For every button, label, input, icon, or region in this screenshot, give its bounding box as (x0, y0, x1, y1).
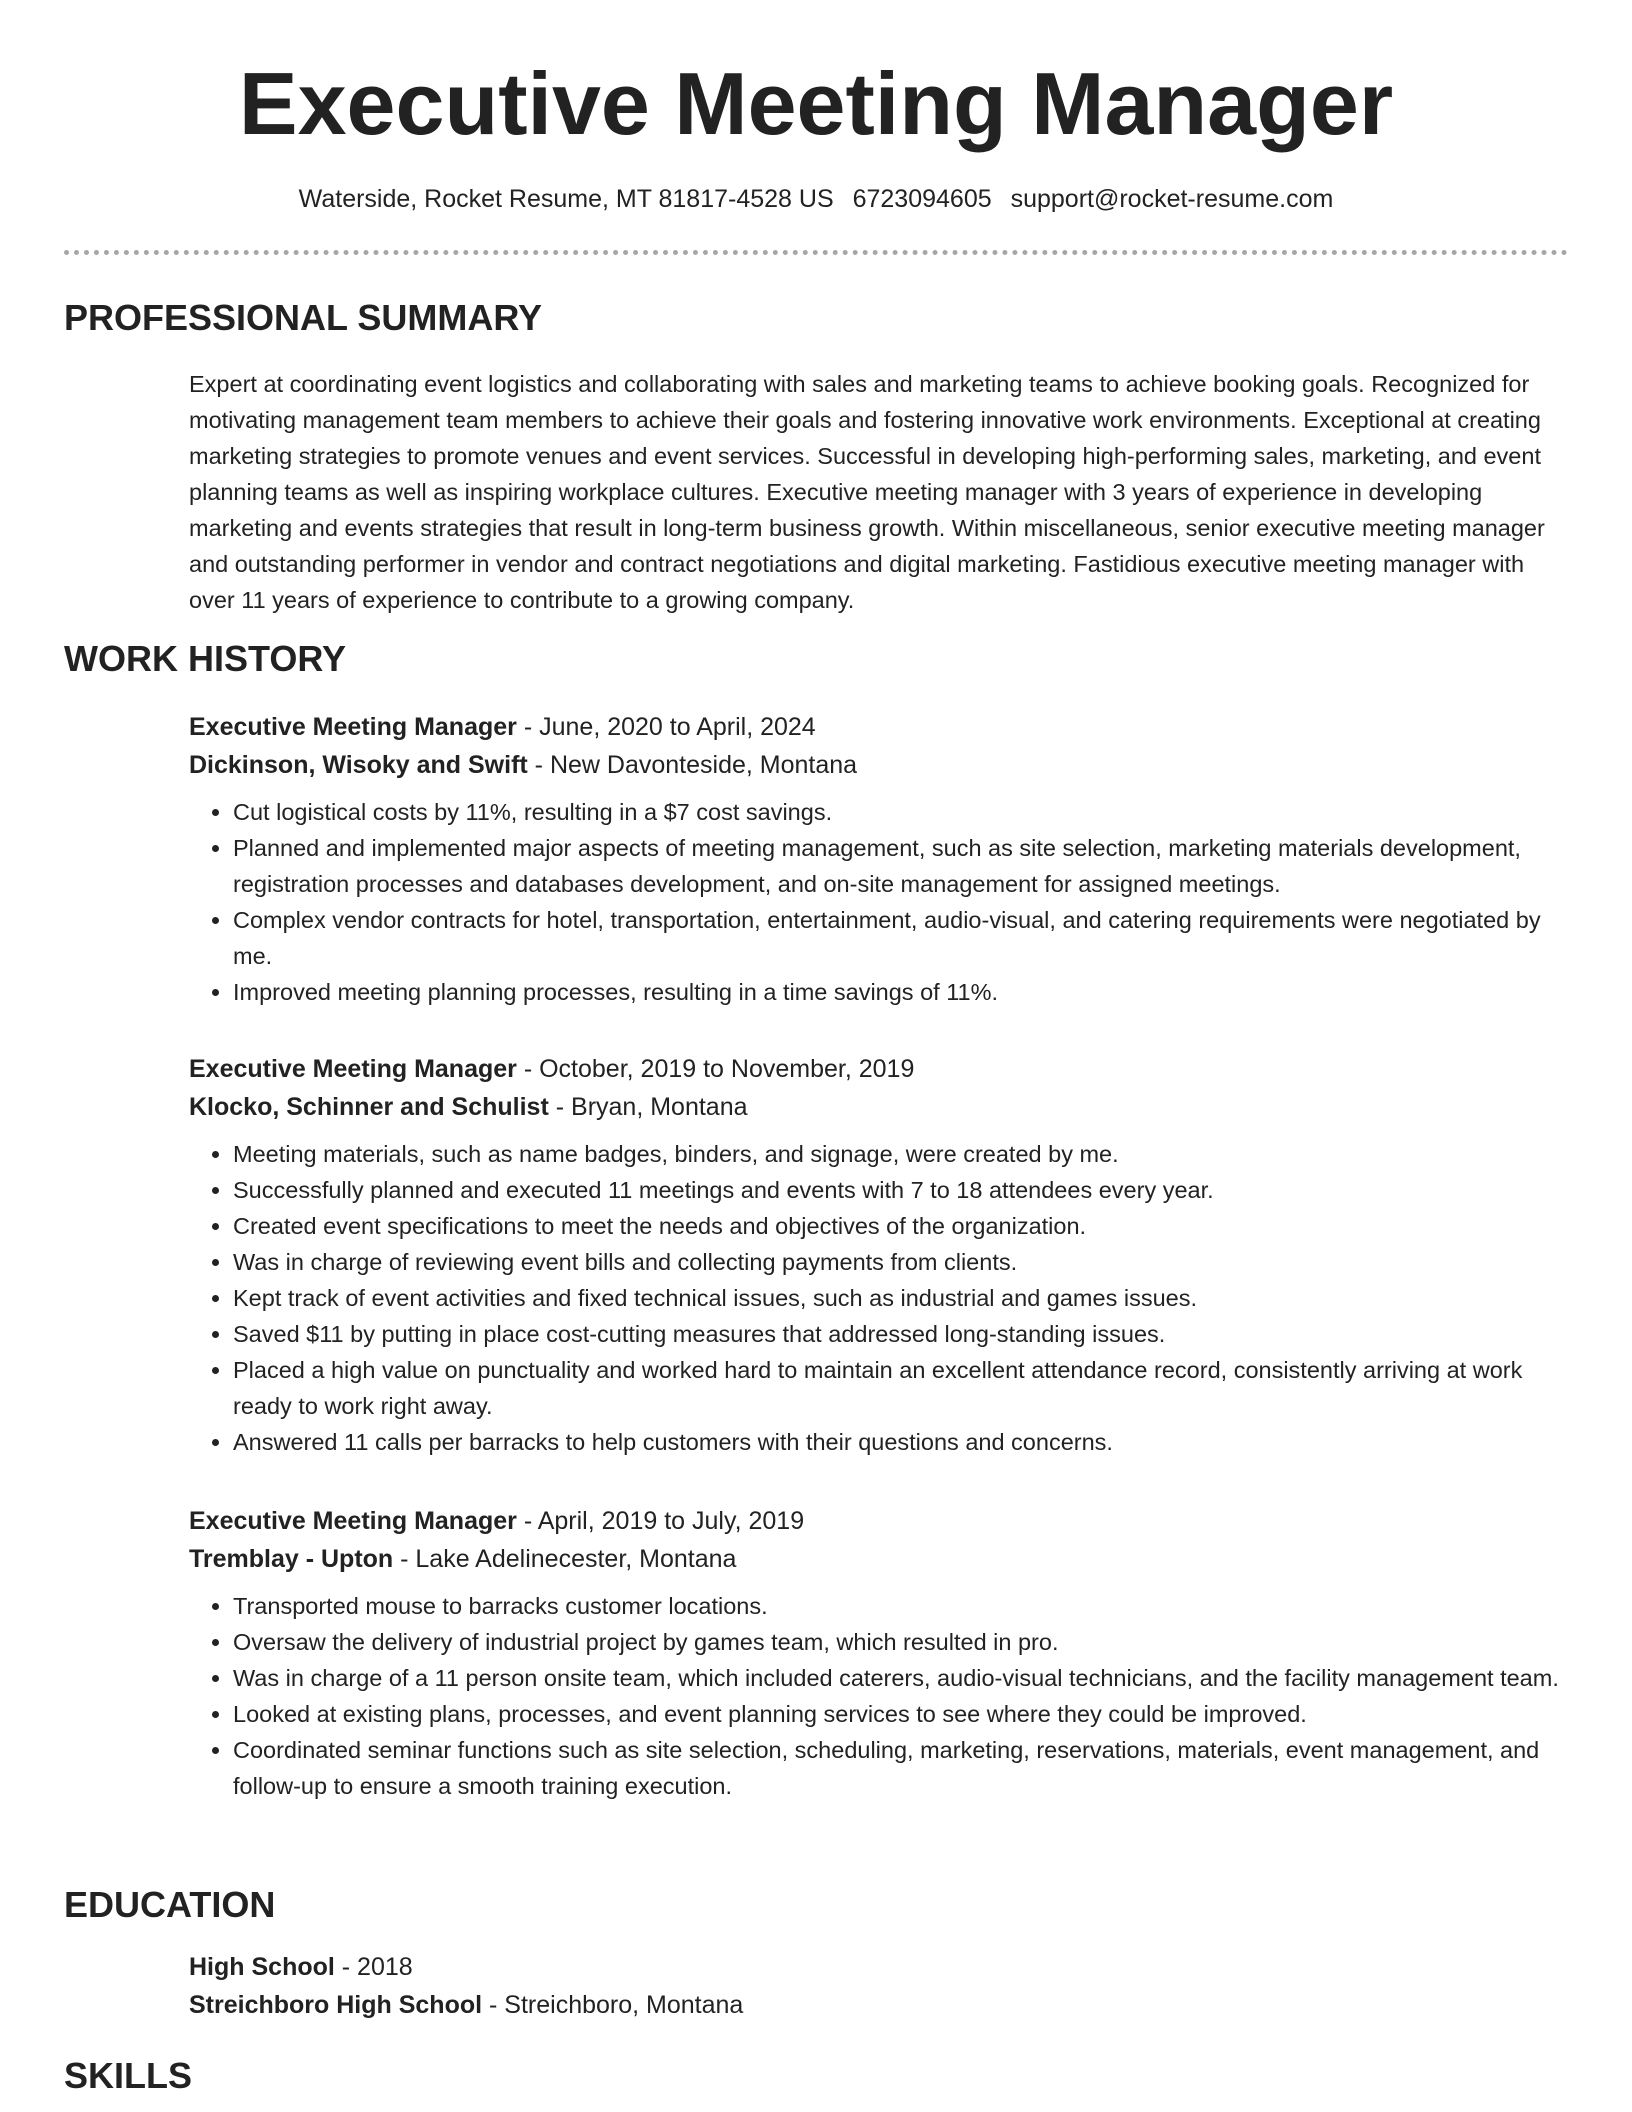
section-title-work-history: WORK HISTORY (64, 638, 347, 679)
job-company: Tremblay - Upton (189, 1545, 394, 1573)
section-title-skills: SKILLS (64, 2055, 193, 2096)
list-item: • Was in charge of a 11 person onsite team, which included caterers, audio-visual technicians, and the facility management team. (233, 1660, 1569, 1696)
candidate-name: Executive Meeting Manager (238, 54, 1394, 153)
job-company-line (189, 1540, 1569, 1578)
section-title-summary: PROFESSIONAL SUMMARY (64, 297, 543, 338)
list-item: • Created event specifications to meet the needs and objectives of the organization. (233, 1208, 1569, 1244)
education-degree-line (189, 1948, 1569, 1986)
job-company: Klocko, Schinner and Schulist (189, 1093, 549, 1121)
summary-text: Expert at coordinating event logistics and collaborating with sales and marketing teams to achieve booking goals. Recognized for motivating management team members to achieve their goals and fostering innovative work environments. Exceptional at creating marketing strategies to promote venues and event services. Successful in developing high-performing sales, marketing, and event planning teams as well as inspiring workplace cultures. Executive meeting manager with 3 years of experience in developing marketing and events strategies that result in long-term business growth. Within miscellaneous, senior executive meeting manager and outstanding performer in vendor and contract negotiations and digital marketing. Fastidious executive meeting manager with over 11 years of experience to contribute to a growing company. (189, 371, 1545, 613)
contact-email: support@rocket-resume.com (1010, 185, 1334, 213)
list-item: • Complex vendor contracts for hotel, transportation, entertainment, audio-visual, and catering requirements were negotiated by me. (233, 902, 1569, 974)
list-item: • Planned and implemented major aspects of meeting management, such as site selection, marketing materials development, registration processes and databases development, and on-site management for assigned meetings. (233, 830, 1569, 902)
job-company-line (189, 1088, 1569, 1126)
header-divider (64, 250, 1568, 255)
education-entry (189, 1948, 1569, 2024)
education-year: - 2018 (334, 1953, 413, 1981)
list-item: • Cut logistical costs by 11%, resulting in a $7 cost savings. (233, 794, 1569, 830)
list-item: • Oversaw the delivery of industrial project by games team, which resulted in pro. (233, 1624, 1569, 1660)
list-item: • Meeting materials, such as name badges, binders, and signage, were created by me. (233, 1136, 1569, 1172)
job-title-line (189, 708, 1569, 746)
contact-line (0, 182, 1632, 216)
list-item: • Transported mouse to barracks customer locations. (233, 1588, 1569, 1624)
list-item: • Looked at existing plans, processes, and event planning services to see where they could be improved. (233, 1696, 1569, 1732)
job-bullets (189, 1136, 1569, 1460)
list-item: • Placed a high value on punctuality and worked hard to maintain an excellent attendance record, consistently arriving at work ready to work right away. (233, 1352, 1569, 1424)
contact-phone: 6723094605 (852, 185, 992, 213)
education-location: - Streichboro, Montana (482, 1991, 744, 2019)
job-dates: - October, 2019 to November, 2019 (516, 1055, 915, 1083)
job-location: - Lake Adelinecester, Montana (393, 1545, 737, 1573)
contact-address: Waterside, Rocket Resume, MT 81817-4528 US (298, 185, 834, 213)
education-school-line (189, 1986, 1569, 2024)
education-school: Streichboro High School (189, 1991, 483, 2019)
job-company: Dickinson, Wisoky and Swift (189, 751, 528, 779)
list-item: • Kept track of event activities and fixed technical issues, such as industrial and games issues. (233, 1280, 1569, 1316)
job-bullets (189, 1588, 1569, 1804)
job-entry-3 (189, 1502, 1569, 1804)
job-entry-2 (189, 1050, 1569, 1460)
job-dates: - April, 2019 to July, 2019 (516, 1507, 805, 1535)
list-item: • Was in charge of reviewing event bills and collecting payments from clients. (233, 1244, 1569, 1280)
job-location: - New Davonteside, Montana (527, 751, 858, 779)
job-role: Executive Meeting Manager (189, 1055, 517, 1083)
education-degree: High School (189, 1953, 335, 1981)
job-dates: - June, 2020 to April, 2024 (516, 713, 816, 741)
job-company-line (189, 746, 1569, 784)
job-bullets (189, 794, 1569, 1010)
job-role: Executive Meeting Manager (189, 713, 517, 741)
section-title-education: EDUCATION (64, 1884, 276, 1925)
list-item: • Saved $11 by putting in place cost-cutting measures that addressed long-standing issues. (233, 1316, 1569, 1352)
job-role: Executive Meeting Manager (189, 1507, 517, 1535)
list-item: • Answered 11 calls per barracks to help customers with their questions and concerns. (233, 1424, 1569, 1460)
job-title-line (189, 1502, 1569, 1540)
list-item: • Successfully planned and executed 11 meetings and events with 7 to 18 attendees every year. (233, 1172, 1569, 1208)
job-entry-1 (189, 708, 1569, 1010)
list-item: • Coordinated seminar functions such as site selection, scheduling, marketing, reservations, materials, event management, and follow-up to ensure a smooth training execution. (233, 1732, 1569, 1804)
list-item: • Improved meeting planning processes, resulting in a time savings of 11%. (233, 974, 1569, 1010)
job-title-line (189, 1050, 1569, 1088)
job-location: - Bryan, Montana (548, 1093, 748, 1121)
